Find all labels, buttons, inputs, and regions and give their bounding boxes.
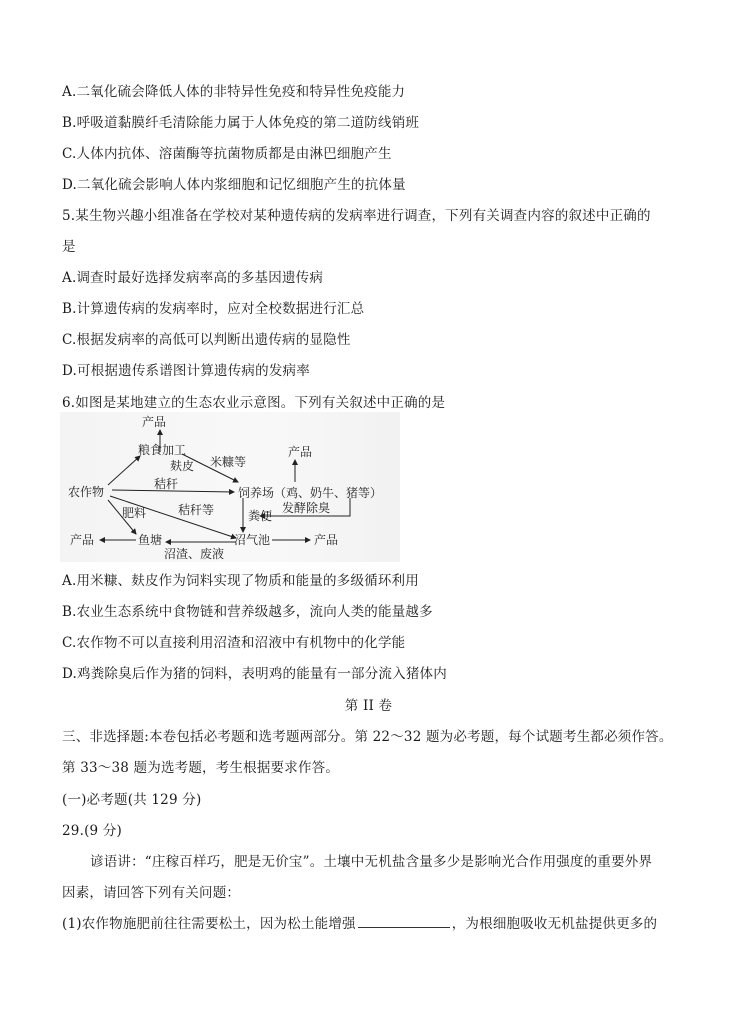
- label-straw-etc: 秸秆等: [178, 503, 215, 517]
- section-title: 第 II 卷: [344, 698, 393, 714]
- q6-option-b: B.农业生态系统中食物链和营养级越多，流向人类的能量越多: [62, 604, 433, 620]
- q29-text-line1: 谚语讲：“庄稼百样巧，肥是无价宝”。土壤中无机盐含量多少是影响光合作用强度的重要外界: [90, 854, 653, 870]
- q6-stem: 6.如图是某地建立的生态农业示意图。下列有关叙述中正确的是: [62, 395, 446, 411]
- q4-option-c: C.人体内抗体、溶菌酶等抗菌物质都是由淋巴细胞产生: [62, 146, 392, 162]
- q5-option-d: D.可根据遗传系谱图计算遗传病的发病率: [62, 363, 310, 379]
- answer-blank[interactable]: [358, 915, 450, 928]
- label-product-bottom: 产品: [314, 533, 339, 547]
- q5-stem-line2: 是: [62, 239, 76, 255]
- section3-line1: 三、非选择题:本卷包括必考题和选考题两部分。第 22～32 题为必考题，每个试题考生都必须作答。: [62, 729, 673, 745]
- label-rice-bran: 米糠等: [210, 455, 247, 469]
- q29-sub1: [62, 912, 657, 932]
- label-farm: 饲养场（鸡、奶牛、猪等）: [238, 486, 383, 500]
- section3-line2: 第 33～38 题为选考题，考生根据要求作答。: [62, 760, 340, 776]
- label-manure: 粪便: [248, 509, 273, 523]
- q29-number: 29.(9 分): [62, 823, 122, 839]
- q29-text-line2: 因素，请回答下列有关问题：: [62, 885, 241, 901]
- q5-option-a: A.调查时最好选择发病率高的多基因遗传病: [62, 270, 324, 286]
- q5-stem-line1: 5.某生物兴趣小组准备在学校对某种遗传病的发病率进行调查，下列有关调查内容的叙述中正确的: [62, 208, 651, 224]
- required-questions-heading: (一)必考题(共 129 分): [62, 792, 202, 808]
- q6-option-c: C.农作物不可以直接利用沼渣和沼液中有机物中的化学能: [62, 635, 406, 651]
- label-straw: 秸秆: [154, 477, 179, 491]
- q29-sub1-after: ，为根细胞吸收无机盐提供更多的: [451, 916, 658, 932]
- q6-option-a: A.用米糠、麸皮作为饲料实现了物质和能量的多级循环利用: [62, 573, 419, 589]
- eco-agriculture-diagram: [60, 412, 400, 562]
- q5-option-b: B.计算遗传病的发病率时，应对全校数据进行汇总: [62, 301, 365, 317]
- label-fertilizer: 肥料: [122, 506, 147, 520]
- label-product-top: 产品: [142, 415, 167, 429]
- label-product-right: 产品: [288, 445, 313, 459]
- label-bran: 麸皮: [170, 459, 195, 473]
- q29-sub1-before: (1)农作物施肥前往往需要松土，因为松土能增强: [62, 916, 356, 932]
- label-grain-processing: 粮食加工: [138, 443, 187, 457]
- q4-option-b: B.呼吸道黏膜纤毛清除能力属于人体免疫的第二道防线销班: [62, 115, 420, 131]
- label-product-left: 产品: [70, 533, 95, 547]
- q4-option-a: A.二氧化硫会降低人体的非特异性免疫和特异性免疫能力: [62, 84, 406, 100]
- q5-option-c: C.根据发病率的高低可以判断出遗传病的显隐性: [62, 332, 351, 348]
- label-ferment: 发酵除臭: [282, 501, 331, 515]
- label-residue: 沼渣、废液: [164, 547, 225, 561]
- arrow-crops-to-processing: [108, 456, 140, 485]
- label-biogas: 沼气池: [234, 533, 271, 547]
- q4-option-d: D.二氧化硫会影响人体内浆细胞和记忆细胞产生的抗体量: [62, 177, 406, 193]
- label-fishpond: 鱼塘: [138, 533, 163, 547]
- label-crops: 农作物: [68, 485, 105, 499]
- q6-option-d: D.鸡粪除臭后作为猪的饲料，表明鸡的能量有一部分流入猪体内: [62, 666, 447, 682]
